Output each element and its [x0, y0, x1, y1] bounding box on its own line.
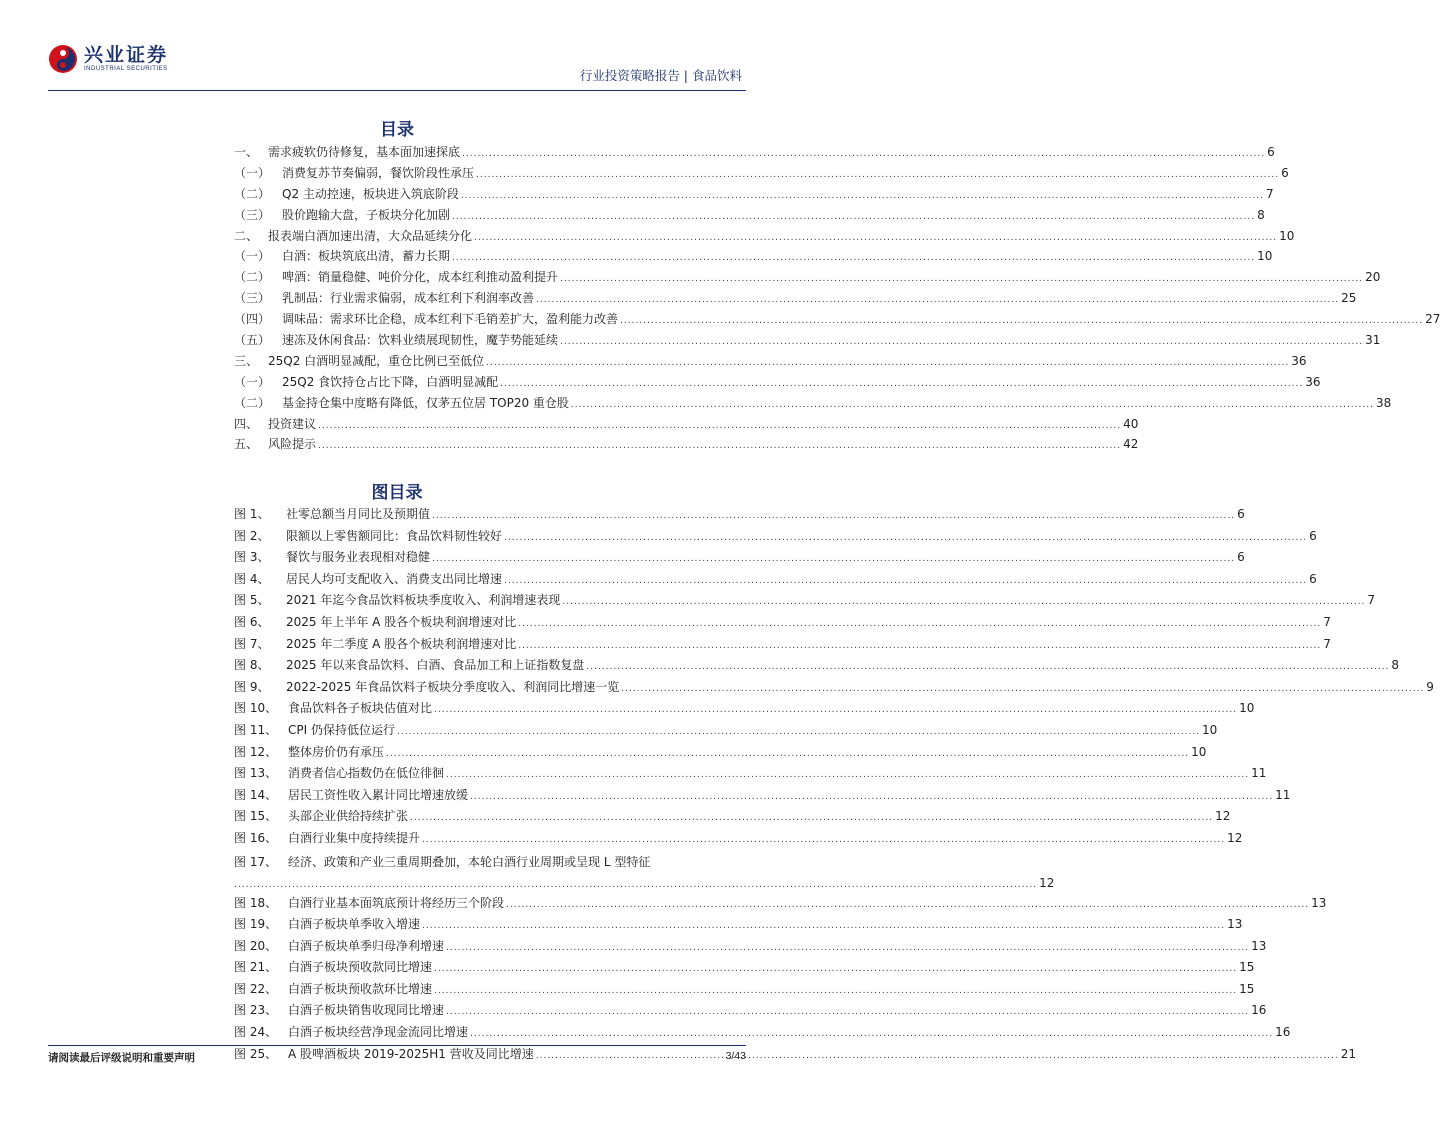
- toc-entry[interactable]: [234, 395, 1392, 416]
- table-of-contents: [234, 144, 1440, 457]
- report-category: 行业投资策略报告 | 食品饮料: [579, 68, 742, 83]
- figure-entry[interactable]: [234, 938, 1267, 960]
- toc-entry-page: 31: [1365, 333, 1381, 348]
- figure-entry-page: 11: [1275, 787, 1291, 802]
- toc-entry-page: 40: [1123, 416, 1139, 431]
- figure-entry-page: 9: [1426, 679, 1434, 694]
- toc-entry-title: 25Q2 白酒明显减配，重仓比例已至低位: [268, 353, 485, 368]
- figure-entry-page: 13: [1251, 938, 1267, 953]
- figure-entry-title: 消费者信心指数仍在低位徘徊: [288, 766, 445, 781]
- figure-entry-page: 7: [1323, 614, 1331, 629]
- toc-entry[interactable]: [234, 353, 1307, 374]
- toc-leader-dots: [620, 313, 1423, 329]
- toc-entry[interactable]: [234, 228, 1295, 249]
- figure-leader-dots: [518, 616, 1321, 632]
- toc-entry-page: 6: [1267, 145, 1275, 159]
- figure-entry-title: 白酒子板块经营净现金流同比增速: [288, 1025, 469, 1040]
- figure-entry-title: 2022-2025 年食品饮料子板块分季度收入、利润同比增速一览: [286, 679, 620, 694]
- figure-entry-title: 2025 年以来食品饮料、白酒、食品加工和上证指数复盘: [286, 658, 585, 673]
- toc-entry-number: （二）: [234, 186, 271, 201]
- figure-leader-dots: [446, 767, 1249, 783]
- figure-entry-title: 社零总额当月同比及预期值: [286, 507, 431, 521]
- figure-entry-page: 11: [1251, 766, 1267, 781]
- figure-entry-page: 12: [1215, 809, 1231, 824]
- toc-entry-page: 6: [1281, 165, 1289, 180]
- toc-leader-dots: [474, 230, 1277, 246]
- figure-entry-number: 图 2、: [234, 528, 270, 543]
- figure-entry-title: 2025 年二季度 A 股各个板块利润增速对比: [286, 636, 517, 651]
- figure-entry-title: CPI 仍保持低位运行: [288, 722, 395, 737]
- figure-entry-page: 16: [1275, 1025, 1291, 1040]
- figure-entry-number: 图 7、: [234, 636, 270, 651]
- figure-entry[interactable]: [234, 700, 1255, 722]
- toc-entry-page: 27: [1425, 312, 1440, 327]
- toc-entry[interactable]: [234, 290, 1357, 311]
- figure-entry-number: 图 11、: [234, 722, 278, 737]
- figure-entry[interactable]: [234, 614, 1331, 636]
- figure-entry[interactable]: [234, 916, 1243, 938]
- figure-entry[interactable]: [234, 657, 1400, 679]
- toc-entry[interactable]: [234, 269, 1381, 290]
- figure-entry-page: 13: [1227, 917, 1243, 932]
- toc-entry[interactable]: [234, 416, 1139, 437]
- figure-entry-title: 经济、政策和产业三重周期叠加，本轮白酒行业周期或呈现 L 型特征: [288, 854, 651, 869]
- figure-leader-dots: [470, 789, 1273, 805]
- toc-entry-title: 消费复苏节奏偏弱，餐饮阶段性承压: [282, 165, 475, 180]
- page-number: 3/43: [725, 1050, 746, 1062]
- figure-entry-number: 图 1、: [234, 507, 270, 521]
- toc-entry-page: 10: [1279, 228, 1295, 243]
- toc-entry-page: 36: [1305, 374, 1321, 389]
- figure-entry-title: 食品饮料各子板块估值对比: [288, 701, 433, 716]
- figure-entry-number: 图 21、: [234, 960, 278, 975]
- figure-entry-page: 21: [1340, 1046, 1357, 1061]
- figure-entry-number: 图 16、: [234, 830, 278, 845]
- toc-entry-page: 20: [1365, 270, 1381, 285]
- toc-entry[interactable]: [234, 436, 1139, 457]
- figure-entry[interactable]: [234, 959, 1255, 981]
- toc-entry-number: （三）: [234, 291, 271, 306]
- figure-entry-page: 16: [1251, 1003, 1267, 1018]
- toc-leader-dots: [462, 146, 1265, 162]
- figure-entry-number: 图 23、: [234, 1003, 278, 1018]
- figure-entry-page: 8: [1391, 658, 1400, 673]
- figure-entry[interactable]: [234, 765, 1267, 787]
- toc-entry-title: 乳制品：行业需求偏弱，成本红利下利润率改善: [282, 291, 535, 306]
- figure-entry-title: 餐饮与服务业表现相对稳健: [286, 550, 431, 565]
- logo-chinese-name: 兴业证券: [84, 44, 169, 66]
- figure-leader-dots: [434, 983, 1237, 999]
- toc-entry-title: 投资建议: [268, 416, 317, 431]
- figure-entry[interactable]: [234, 830, 1243, 852]
- toc-entry-number: 五、: [234, 437, 259, 452]
- figure-entry[interactable]: [234, 787, 1291, 809]
- figure-leader-dots: [562, 594, 1365, 610]
- figure-entry-title: 白酒子板块销售收现同比增速: [288, 1003, 445, 1018]
- figure-entry[interactable]: [234, 549, 1245, 571]
- figure-entry-page: 12: [1227, 830, 1243, 845]
- figure-entry-number: 图 17、: [234, 854, 278, 869]
- figure-entry[interactable]: [234, 744, 1207, 766]
- logo-mark-icon: [48, 44, 78, 74]
- figure-entry-title: 居民工资性收入累计同比增速放缓: [288, 787, 469, 802]
- figure-entry-number: 图 8、: [234, 658, 270, 673]
- toc-entry-number: 四、: [234, 416, 259, 431]
- toc-leader-dots: [500, 376, 1303, 392]
- toc-entry-number: （四）: [234, 312, 271, 327]
- figure-entry-title: 整体房价仍有承压: [288, 744, 385, 759]
- figure-entry-number: 图 10、: [234, 701, 278, 716]
- figure-entry-number: 图 24、: [234, 1025, 278, 1040]
- toc-leader-dots: [452, 250, 1255, 266]
- toc-entry-title: 调味品：需求环比企稳，成本红利下毛销差扩大，盈利能力改善: [282, 312, 619, 327]
- toc-entry-title: 基金持仓集中度略有降低，仅茅五位居 TOP20 重仓股: [282, 395, 569, 410]
- figure-entry-page: 7: [1367, 593, 1376, 608]
- toc-entry-number: （二）: [234, 395, 271, 410]
- toc-entry-page: 42: [1123, 437, 1139, 452]
- figure-entry-title: 白酒子板块单季收入增速: [288, 917, 421, 932]
- figure-entry-page: 7: [1323, 636, 1331, 651]
- figure-entry-page: 12: [1039, 875, 1055, 890]
- disclaimer-note: 请阅读最后评级说明和重要声明: [48, 1052, 195, 1064]
- figure-leader-dots: [506, 897, 1309, 913]
- figure-leader-dots: [397, 724, 1200, 740]
- toc-entry-number: （二）: [234, 270, 271, 285]
- figure-entry-number: 图 25、: [234, 1046, 278, 1061]
- figure-entry-page: 15: [1239, 981, 1255, 996]
- figure-leader-dots: [518, 638, 1321, 654]
- figure-entry-title: 白酒子板块预收款同比增速: [288, 960, 433, 975]
- figure-entry-title: 头部企业供给持续扩张: [288, 809, 409, 824]
- figure-entry[interactable]: [234, 981, 1255, 1003]
- toc-leader-dots: [318, 418, 1121, 434]
- figure-entry[interactable]: [234, 1024, 1291, 1046]
- toc-entry[interactable]: [234, 248, 1273, 269]
- toc-entry-title: Q2 主动控速，板块进入筑底阶段: [282, 186, 459, 201]
- toc-entry-title: 啤酒：销量稳健、吨价分化，成本红利推动盈利提升: [282, 270, 559, 285]
- toc-title: 目录: [380, 120, 414, 140]
- figure-entry[interactable]: [234, 852, 1055, 895]
- figure-entry-title: 白酒行业基本面筑底预计将经历三个阶段: [288, 895, 505, 910]
- figure-entry-title: 白酒行业集中度持续提升: [288, 830, 421, 845]
- toc-entry-title: 25Q2 食饮持仓占比下降，白酒明显减配: [282, 374, 499, 389]
- figure-leader-dots: [234, 875, 1037, 896]
- toc-leader-dots: [571, 397, 1374, 413]
- figure-entry-number: 图 4、: [234, 571, 270, 586]
- toc-entry[interactable]: [234, 186, 1274, 207]
- toc-entry-title: 速冻及休闲食品：饮料业绩展现韧性，魔芋势能延续: [282, 333, 559, 348]
- toc-entry-title: 白酒：板块筑底出清，蓄力长期: [282, 249, 451, 264]
- toc-leader-dots: [461, 188, 1264, 204]
- figure-entry-number: 图 22、: [234, 981, 278, 996]
- toc-leader-dots: [536, 292, 1339, 308]
- figure-entry[interactable]: [234, 528, 1317, 550]
- figure-entry-number: 图 15、: [234, 809, 278, 824]
- toc-entry-number: 一、: [234, 145, 259, 159]
- figure-entry[interactable]: [234, 506, 1245, 528]
- toc-entry-title: 报表端白酒加速出清，大众品延续分化: [268, 228, 473, 243]
- figure-entry-title: 居民人均可支配收入、消费支出同比增速: [286, 571, 503, 586]
- toc-entry[interactable]: [234, 311, 1440, 332]
- logo-english-name: INDUSTRIAL SECURITIES: [84, 66, 168, 72]
- figure-entry-number: 图 18、: [234, 895, 278, 910]
- figure-entry-page: 10: [1191, 744, 1207, 759]
- figure-leader-dots: [422, 832, 1225, 848]
- toc-entry[interactable]: [234, 374, 1321, 395]
- toc-entry-page: 25: [1341, 291, 1357, 306]
- figure-entry-page: 10: [1202, 722, 1218, 737]
- footer-divider: [48, 1045, 746, 1046]
- figure-entry-title: 白酒子板块预收款环比增速: [288, 981, 433, 996]
- toc-entry[interactable]: [234, 165, 1289, 186]
- toc-entry[interactable]: [234, 332, 1381, 353]
- figure-entry-number: 图 5、: [234, 593, 270, 608]
- figure-entry-number: 图 19、: [234, 917, 278, 932]
- figure-leader-dots: [621, 681, 1424, 697]
- toc-entry[interactable]: [234, 144, 1275, 165]
- figure-entry[interactable]: [234, 1002, 1267, 1024]
- figure-entry-page: 10: [1239, 701, 1255, 716]
- figure-entry-page: 6: [1237, 550, 1245, 565]
- figure-leader-dots: [446, 940, 1249, 956]
- figure-leader-dots: [470, 1026, 1273, 1042]
- figure-list-title: 图目录: [371, 483, 423, 503]
- toc-entry-title: 需求疲软仍待修复，基本面加速探底: [268, 145, 461, 159]
- toc-leader-dots: [560, 271, 1363, 287]
- toc-leader-dots: [476, 167, 1279, 183]
- toc-entry-page: 7: [1265, 186, 1274, 201]
- figure-entry[interactable]: [234, 808, 1231, 830]
- figure-leader-dots: [504, 530, 1307, 546]
- figure-leader-dots: [432, 508, 1235, 524]
- figure-entry[interactable]: [234, 679, 1434, 701]
- figure-leader-dots: [446, 1004, 1249, 1020]
- figure-entry[interactable]: [234, 722, 1218, 744]
- header-divider: [48, 90, 746, 91]
- toc-entry-page: 36: [1291, 353, 1307, 368]
- figure-entry[interactable]: [234, 592, 1376, 614]
- figure-entry-number: 图 20、: [234, 938, 278, 953]
- toc-entry-number: （一）: [234, 165, 271, 180]
- toc-entry-title: 股价跑输大盘，子板块分化加剧: [282, 207, 451, 222]
- company-logo: [48, 44, 168, 74]
- figure-entry-page: 15: [1239, 960, 1255, 975]
- figure-leader-dots: [536, 1048, 1339, 1064]
- page-header: [48, 40, 748, 92]
- figure-entry-title: 白酒子板块单季归母净利增速: [288, 938, 445, 953]
- toc-entry-number: 三、: [234, 353, 259, 368]
- figure-leader-dots: [432, 551, 1235, 567]
- figure-entry-page: 13: [1311, 895, 1327, 910]
- figure-entry-number: 图 3、: [234, 550, 270, 565]
- figure-entry-title: A 股啤酒板块 2019-2025H1 营收及同比增速: [288, 1046, 534, 1061]
- toc-entry-number: （一）: [234, 249, 271, 264]
- toc-leader-dots: [452, 209, 1255, 225]
- figure-entry[interactable]: [234, 571, 1317, 593]
- toc-entry-number: （一）: [234, 374, 271, 389]
- figure-entry-title: 2025 年上半年 A 股各个板块利润增速对比: [286, 614, 517, 629]
- toc-leader-dots: [318, 438, 1121, 454]
- toc-entry-number: （五）: [234, 333, 271, 348]
- figure-leader-dots: [410, 810, 1213, 826]
- figure-entry-number: 图 12、: [234, 744, 278, 759]
- figure-entry-number: 图 13、: [234, 766, 278, 781]
- figure-leader-dots: [386, 746, 1189, 762]
- toc-leader-dots: [560, 334, 1363, 350]
- toc-entry-title: 风险提示: [268, 437, 317, 452]
- toc-leader-dots: [486, 355, 1289, 371]
- figure-leader-dots: [422, 918, 1225, 934]
- figure-leader-dots: [434, 961, 1237, 977]
- figure-entry-number: 图 9、: [234, 679, 270, 694]
- figure-entry[interactable]: [234, 895, 1327, 917]
- figure-entry-page: 6: [1309, 528, 1317, 543]
- figure-entry-title: 限额以上零售额同比：食品饮料韧性较好: [286, 528, 503, 543]
- figure-leader-dots: [434, 702, 1237, 718]
- figure-entry-title: 2021 年迄今食品饮料板块季度收入、利润增速表现: [286, 593, 561, 608]
- figure-entry-page: 6: [1237, 507, 1245, 521]
- figure-entry[interactable]: [234, 636, 1331, 658]
- figure-entry-number: 图 6、: [234, 614, 270, 629]
- toc-entry-page: 10: [1257, 249, 1273, 264]
- toc-entry-page: 8: [1257, 207, 1265, 222]
- figure-entry-number: 图 14、: [234, 787, 278, 802]
- toc-entry-number: 二、: [234, 228, 259, 243]
- toc-entry[interactable]: [234, 207, 1265, 228]
- toc-entry-number: （三）: [234, 207, 271, 222]
- toc-entry-page: 38: [1375, 395, 1392, 410]
- figure-leader-dots: [504, 573, 1307, 589]
- figure-leader-dots: [586, 659, 1389, 675]
- figure-entry-page: 6: [1309, 571, 1317, 586]
